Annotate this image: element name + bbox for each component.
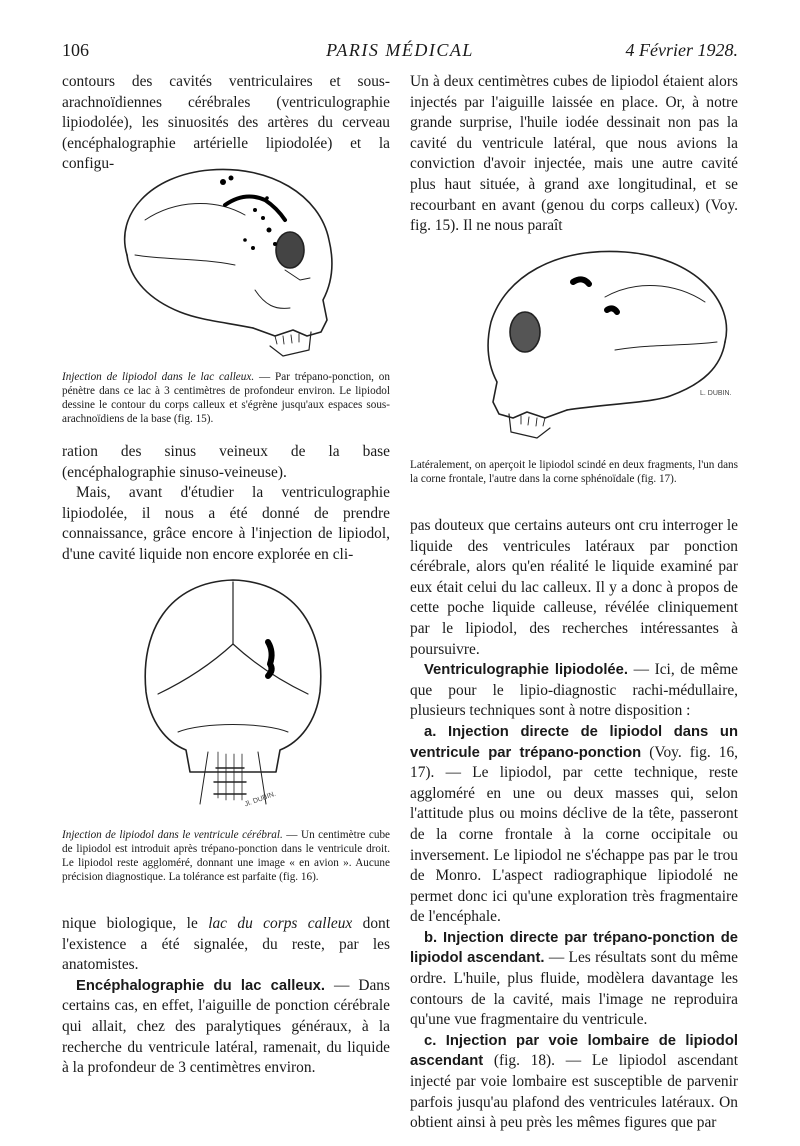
right-paragraph-5 (410, 928, 738, 1031)
left-paragraph-5-text: — Dans certains cas, en effet, l'aiguille de ponction cérébrale qui allait, chez des paralytiques généraux, à la recherche du ventricule latéral, ramenait, du liquide à la profondeur de 3 centimètres environ. (62, 976, 390, 1077)
technique-a-heading: a. Injection directe de lipiodol dans un ventricule par trépano-ponction (410, 723, 738, 761)
figure-17-skull-lateral (455, 242, 745, 452)
lac-du-corps-calleux-term: lac du corps calleux (208, 915, 353, 932)
right-paragraph-6 (410, 1031, 738, 1134)
figure-15-caption (62, 370, 390, 426)
page-number: 106 (62, 40, 89, 60)
right-paragraph-4-text: (Voy. fig. 16, 17). — Le lipiodol, par cette technique, reste aggloméré en une ou deux masses qui, selon l'attitude plus ou moins déclive de la tête, passeront de la corne frontale à la corne occipitale ou inversement. Le lipiodol ne s'échappe pas par le trou de Monro. L'aspect radiographique lipiodolé ne permet donc ici qu'une exploration très fragmentaire de l'encéphale. (410, 743, 738, 926)
right-paragraph-4 (410, 722, 738, 928)
left-column-middle (62, 442, 390, 566)
figure-16-skull-posterior (128, 572, 338, 817)
right-paragraph-5-text: — Les résultats sont du même ordre. L'huile, plus fluide, modèlera davantage les contours de la cavité, mais l'image ne reproduira qu'une vue fragmentaire du ventricule. (410, 949, 739, 1029)
figure-17-artist-signature: L. DUBIN. (700, 390, 732, 397)
right-paragraph-3 (410, 660, 738, 722)
technique-c-heading: c. Injection par voie lombaire de lipiodol ascendant (410, 1032, 738, 1070)
figure-16-caption-title: Injection de lipiodol dans le ventricule cérébral. (62, 829, 283, 841)
running-header (62, 40, 738, 64)
section-heading-encephalographie: Encéphalographie du lac calleux. (76, 977, 325, 994)
left-paragraph-2: ration des sinus veineux de la base (encéphalographie sinuso-veineuse). (62, 443, 390, 481)
figure-16-caption-text: — Un centimètre cube de lipiodol est introduit après trépano-ponction dans le ventricule droit. Le lipiodol reste aggloméré, donnant une image « en avion ». Aucune précision diagnostique. La tolérance est parfaite (fig. 16). (62, 829, 391, 883)
left-paragraph-3: Mais, avant d'étudier la ventriculographie lipiodolée, il nous a été donné de prendre connaissance, grâce encore à l'injection de lipiodol, d'une cavité liquide non encore explorée en cli- (62, 484, 390, 563)
figure-16-artist-signature: Jl. DUBIN. (243, 790, 277, 809)
section-heading-ventriculographie: Ventriculographie lipiodolée. (424, 662, 629, 679)
right-paragraph-3-text: — Ici, de même que pour le lipio-diagnostic rachi-médullaire, plusieurs techniques sont à notre disposition : (410, 661, 738, 720)
figure-17-caption: Latéralement, on aperçoit le lipiodol scindé en deux fragments, l'un dans la corne frontale, l'autre dans la corne sphénoïdale (fig. 17). (410, 459, 738, 485)
technique-b-heading: b. Injection directe par trépano-ponction de lipiodol ascendant. (410, 929, 738, 967)
figure-15-skull-lateral (105, 160, 355, 360)
right-paragraph-1: Un à deux centimètres cubes de lipiodol étaient alors injectés par l'aiguille laissée en place. Or, à notre grande surprise, l'huile iodée dessinait non pas la cavité du ventricule latéral, que nous avions la conviction d'avoir injectée, mais une autre cavité plus haut située, à grand axe longitudinal, et se recourbant en avant (genou du corps calleux) (Voy. fig. 15). Il ne nous paraît (410, 73, 738, 235)
issue-date: 4 Février 1928. (625, 40, 738, 60)
journal-title: PARIS MÉDICAL (326, 40, 474, 60)
figure-16-caption (62, 828, 390, 884)
figure-15-caption-title: Injection de lipiodol dans le lac calleux. (62, 371, 255, 383)
left-column-bottom (62, 914, 390, 1079)
right-column-bottom (410, 516, 738, 1134)
right-column-top (410, 72, 738, 237)
left-paragraph-4-start: nique biologique, le (62, 915, 209, 932)
right-paragraph-6-text: (fig. 18). — Le lipiodol ascendant injecté par voie lombaire est susceptible de parvenir parfois jusqu'au plafond des ventricules latéraux. On obtient ainsi à peu près les mêmes figures que par (410, 1052, 738, 1132)
figure-15-caption-text: — Par trépano-ponction, on pénètre dans ce lac à 3 centimètres de profondeur environ. Le lipiodol dessine le contour du corps calleux et s'égrène jusqu'aux espaces sous-arachnoïdiens de la base (fig. 15). (62, 371, 390, 425)
left-paragraph-1: contours des cavités ventriculaires et sous-arachnoïdiennes cérébrales (ventriculographie lipiodolée), les sinuosités des artères du cerveau (encéphalographie artérielle lipiodolée) et la configu- (62, 73, 390, 173)
left-paragraph-4-end: dont l'existence a été signalée, du reste, par les anatomistes. (62, 915, 390, 974)
left-paragraph-5 (62, 976, 390, 1079)
right-paragraph-2: pas douteux que certains auteurs ont cru interroger le liquide des ventricules latéraux par ponction cérébrale, alors qu'en réalité le liquide examiné par eux était celui du lac calleux. Il y a donc à propos de cette poche liquide calleuse, révélée cliniquement par le lipiodol, des recherches intéressantes à poursuivre. (410, 517, 738, 658)
left-paragraph-4 (62, 914, 390, 976)
